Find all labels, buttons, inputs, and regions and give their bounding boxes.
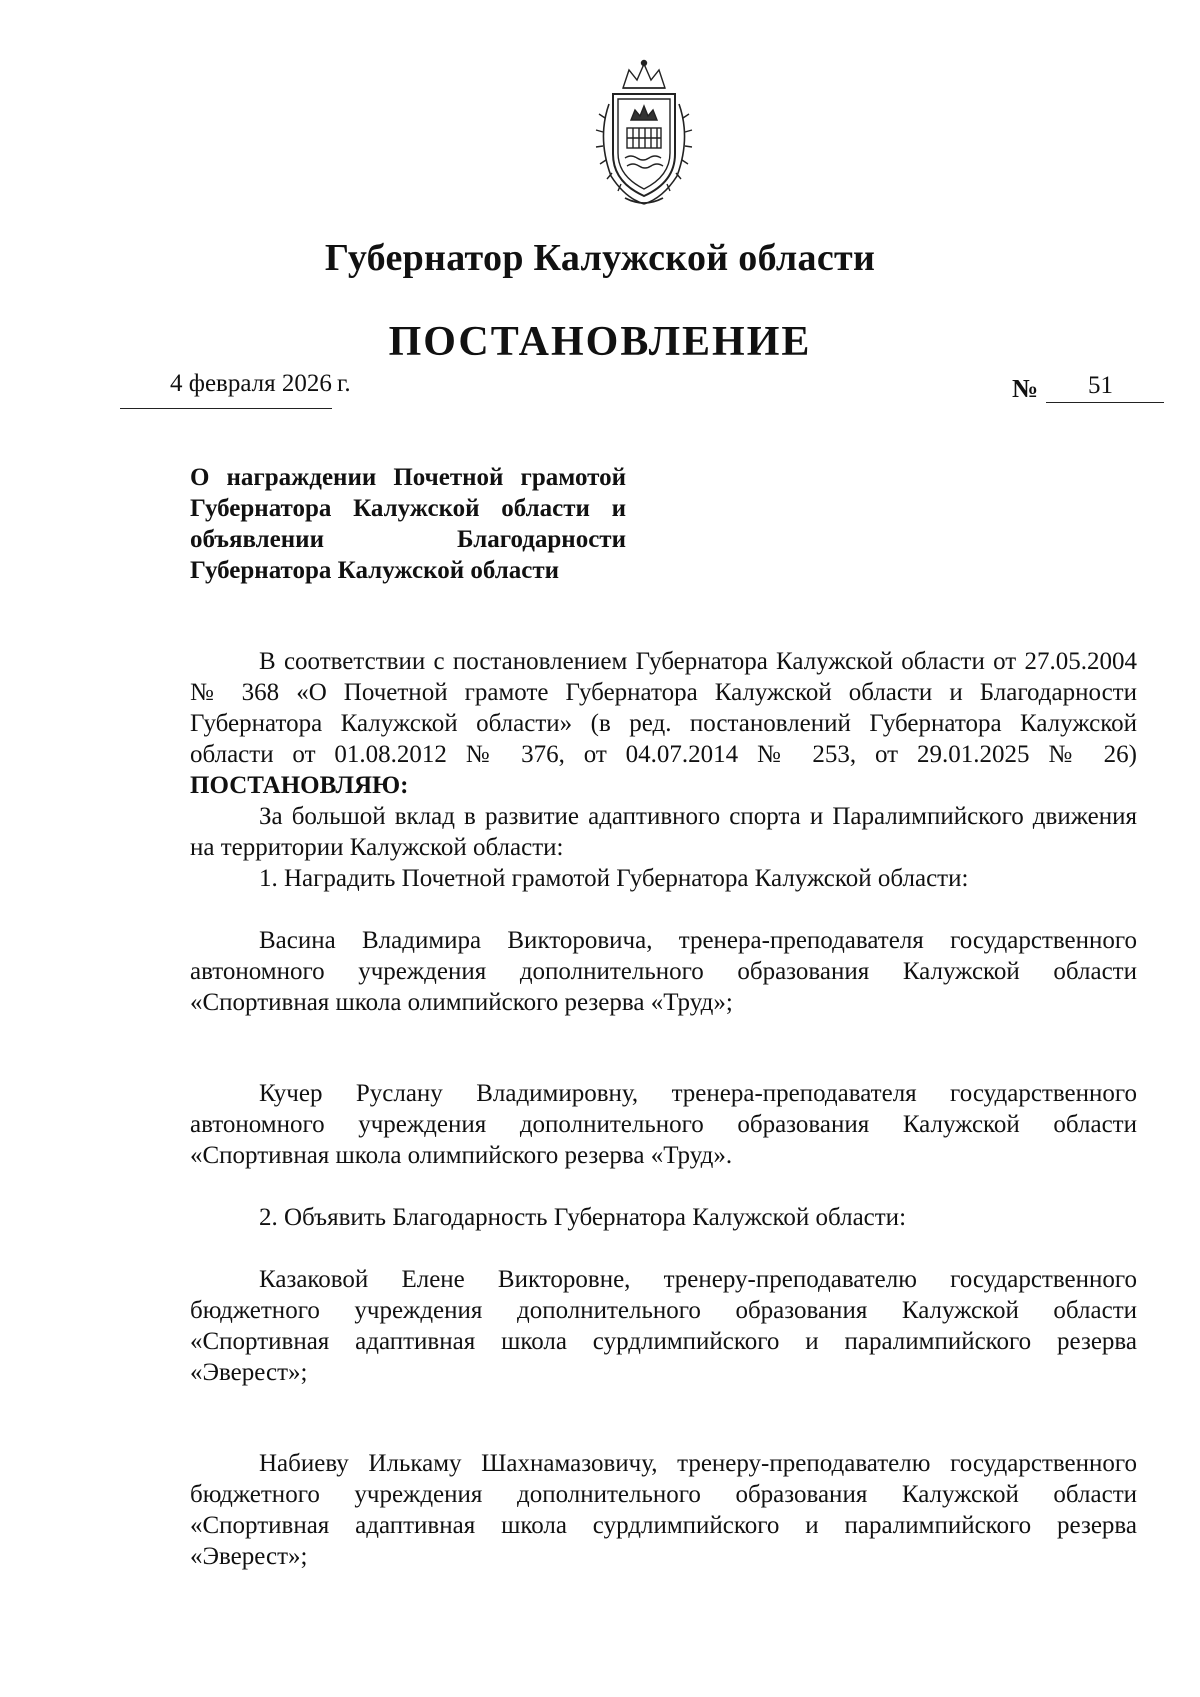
thanks-recipient-1: Казаковой Елене Викторовне, тренеру-преподавателю государственного бюджетного учреждения дополнительного образования Калужской области «Спортивная адаптивная школа сурдлимпийского и паралимпийского резерва «Эверест»;: [190, 1266, 1137, 1386]
thanks-recipient-2: Набиеву Илькаму Шахнамазовичу, тренеру-преподавателю государственного бюджетного учреждения дополнительного образования Калужской области «Спортивная адаптивная школа сурдлимпийского и паралимпийского резерва «Эверест»;: [190, 1450, 1137, 1570]
document-number: 51: [1088, 372, 1113, 399]
number-sign: №: [1012, 374, 1039, 403]
document-type: ПОСТАНОВЛЕНИЕ: [388, 319, 812, 365]
award-recipient-2: Кучер Руслану Владимировну, тренера-преподавателя государственного автономного учреждения дополнительного образования Калужской области «Спортивная школа олимпийского резерва «Труд».: [190, 1080, 1137, 1169]
preamble-paragraph: [190, 646, 1137, 801]
preamble-text: В соответствии с постановлением Губернатора Калужской области от 27.05.2004 № 368 «О Почетной грамоте Губернатора Калужской области и Благодарности Губернатора Калужской области» (в ред. постановлений Губернатора Калужской области от 01.08.2012 № 376, от 04.07.2014 № 253, от 29.01.2025 № 26): [190, 648, 1137, 768]
date-suffix: г.: [337, 370, 351, 397]
award-recipient-1: Васина Владимира Викторовича, тренера-преподавателя государственного автономного учреждения дополнительного образования Калужской области «Спортивная школа олимпийского резерва «Труд»;: [190, 927, 1137, 1016]
document-date: 4 февраля 2026: [170, 370, 332, 397]
number-underline: [1046, 402, 1164, 403]
document-body: [190, 646, 1137, 1572]
item-1-heading: 1. Наградить Почетной грамотой Губернатора Калужской области:: [259, 865, 969, 892]
item-2-heading: 2. Объявить Благодарность Губернатора Калужской области:: [259, 1204, 907, 1231]
issuing-authority: Губернатор Калужской области: [324, 237, 876, 279]
decree-word: ПОСТАНОВЛЯЮ:: [190, 772, 409, 799]
reason-paragraph: За большой вклад в развитие адаптивного спорта и Паралимпийского движения на территории Калужской области:: [190, 803, 1137, 861]
document-subject: О награждении Почетной грамотой Губернатора Калужской области и объявлении Благодарности Губернатора Калужской области: [190, 464, 626, 584]
kaluga-oblast-coat-of-arms-icon: [581, 58, 707, 208]
